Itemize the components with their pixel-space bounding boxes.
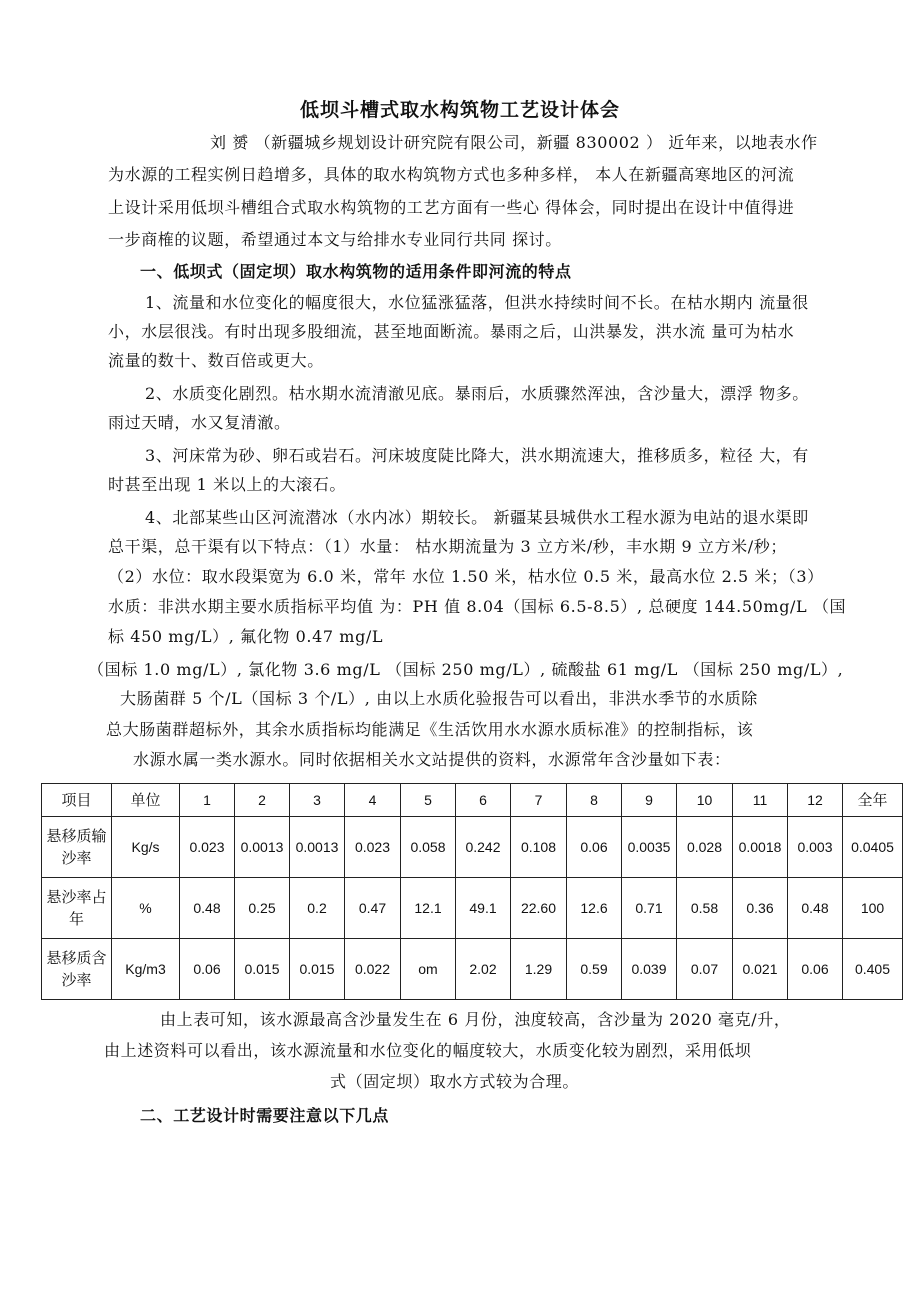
table-cell: 0.0405: [843, 817, 903, 878]
para2-line1: 1、流量和水位变化的幅度很大，水位猛涨猛落，但洪水持续时间不长。在枯水期内 流量很: [145, 293, 809, 312]
table-cell: 0.003: [788, 817, 843, 878]
table-cell: 0.36: [733, 878, 788, 939]
table-cell: 0.023: [345, 817, 401, 878]
table-cell: 0.058: [401, 817, 456, 878]
table-header-cell: 9: [622, 784, 677, 817]
table-cell: 0.242: [456, 817, 511, 878]
table-cell: 0.06: [567, 817, 622, 878]
table-cell: 0.58: [677, 878, 733, 939]
table-cell: 0.028: [677, 817, 733, 878]
table-cell: 0.015: [235, 939, 290, 1000]
table-cell: 0.0013: [235, 817, 290, 878]
table-header-cell: 项目: [42, 784, 112, 817]
table-cell: 2.02: [456, 939, 511, 1000]
table-cell: 0.07: [677, 939, 733, 1000]
table-header-cell: 4: [345, 784, 401, 817]
table-cell: om: [401, 939, 456, 1000]
para6-line3: 式（固定坝）取水方式较为合理。: [330, 1072, 580, 1091]
table-cell: 0.021: [733, 939, 788, 1000]
table-cell: 12.1: [401, 878, 456, 939]
table-row: [42, 878, 903, 939]
para5-line6: （国标 1.0 mg/L）, 氯化物 3.6 mg/L （国标 250 mg/L）, 硫酸盐 61 mg/L （国标 250 mg/L）,: [88, 660, 844, 679]
para5-line5: 标 450 mg/L）, 氟化物 0.47 mg/L: [108, 627, 384, 646]
para3-line1: 2、水质变化剧烈。枯水期水流清澈见底。暴雨后，水质骤然浑浊，含沙量大，漂浮 物多。: [145, 384, 809, 403]
table-cell: 悬沙率占年: [42, 878, 112, 939]
para1-line2: 为水源的工程实例日趋增多，具体的取水构筑物方式也多种多样， 本人在新疆高寒地区的河流: [108, 165, 795, 184]
sediment-table: [41, 783, 903, 1000]
table-cell: 0.71: [622, 878, 677, 939]
para1-line4: 一步商榷的议题，希望通过本文与给排水专业同行共同 探讨。: [108, 230, 562, 249]
table-header-cell: 全年: [843, 784, 903, 817]
table-cell: 0.0035: [622, 817, 677, 878]
table-cell: 0.108: [511, 817, 567, 878]
table-header-cell: 1: [180, 784, 235, 817]
table-cell: 0.06: [180, 939, 235, 1000]
table-row: [42, 817, 903, 878]
table-header-cell: 12: [788, 784, 843, 817]
table-header-cell: 10: [677, 784, 733, 817]
table-cell: 0.039: [622, 939, 677, 1000]
table-cell: 0.022: [345, 939, 401, 1000]
para4-line1: 3、河床常为砂、卵石或岩石。河床坡度陡比降大，洪水期流速大，推移质多，粒径 大，有: [145, 446, 809, 465]
para6-line2: 由上述资料可以看出，该水源流量和水位变化的幅度较大，水质变化较为剧烈，采用低坝: [104, 1041, 752, 1060]
table-cell: %: [112, 878, 180, 939]
para6-line1: 由上表可知，该水源最高含沙量发生在 6 月份，浊度较高，含沙量为 2020 毫克/升，: [160, 1010, 791, 1029]
table-cell: 0.405: [843, 939, 903, 1000]
para5-line8: 总大肠菌群超标外，其余水质指标均能满足《生活饮用水水源水质标准》的控制指标，该: [106, 720, 754, 739]
table-header-cell: 11: [733, 784, 788, 817]
section-heading-1: 一、低坝式（固定坝）取水构筑物的适用条件即河流的特点: [140, 262, 572, 281]
table-cell: 0.2: [290, 878, 345, 939]
table-header-cell: 2: [235, 784, 290, 817]
para1-line1: 刘 赟 （新疆城乡规划设计研究院有限公司，新疆 830002 ） 近年来，以地表水作: [210, 133, 818, 152]
table-cell: 12.6: [567, 878, 622, 939]
para2-line3: 流量的数十、数百倍或更大。: [108, 351, 324, 370]
table-cell: 0.0013: [290, 817, 345, 878]
table-cell: 0.59: [567, 939, 622, 1000]
table-header-cell: 6: [456, 784, 511, 817]
table-cell: Kg/m3: [112, 939, 180, 1000]
para5-line2: 总干渠，总干渠有以下特点：（1）水量： 枯水期流量为 3 立方米/秒，丰水期 9 立方米/秒；: [108, 537, 787, 556]
table-cell: 0.25: [235, 878, 290, 939]
table-cell: 0.48: [180, 878, 235, 939]
table-header-cell: 8: [567, 784, 622, 817]
table-cell: 0.48: [788, 878, 843, 939]
para4-line2: 时甚至出现 1 米以上的大滚石。: [108, 475, 346, 494]
table-header-row: [42, 784, 903, 817]
table-cell: 49.1: [456, 878, 511, 939]
para5-line1: 4、北部某些山区河流潜冰（水内冰）期较长。 新疆某县城供水工程水源为电站的退水渠即: [145, 508, 809, 527]
table-row: [42, 939, 903, 1000]
table-cell: Kg/s: [112, 817, 180, 878]
document-title: 低坝斗槽式取水构筑物工艺设计体会: [299, 99, 620, 121]
table-cell: 0.015: [290, 939, 345, 1000]
table-cell: 0.023: [180, 817, 235, 878]
table-header-cell: 5: [401, 784, 456, 817]
table-cell: 0.0018: [733, 817, 788, 878]
table-cell: 0.06: [788, 939, 843, 1000]
para5-line7: 大肠菌群 5 个/L（国标 3 个/L）, 由以上水质化验报告可以看出，非洪水季节的水质除: [120, 689, 758, 708]
para5-line9: 水源水属一类水源水。同时依据相关水文站提供的资料，水源常年含沙量如下表：: [133, 750, 731, 769]
table-header-cell: 7: [511, 784, 567, 817]
table-header-cell: 3: [290, 784, 345, 817]
table-cell: 0.47: [345, 878, 401, 939]
table-cell: 悬移质含沙率: [42, 939, 112, 1000]
para3-line2: 雨过天晴，水又复清澈。: [108, 413, 291, 432]
table-cell: 悬移质输沙率: [42, 817, 112, 878]
table-cell: 22.60: [511, 878, 567, 939]
table-cell: 100: [843, 878, 903, 939]
section-heading-2: 二、工艺设计时需要注意以下几点: [140, 1106, 390, 1125]
para5-line4: 水质：非洪水期主要水质指标平均值 为：PH 值 8.04（国标 6.5-8.5）, 总硬度 144.50mg/L （国: [108, 597, 847, 616]
table-header-cell: 单位: [112, 784, 180, 817]
table-cell: 1.29: [511, 939, 567, 1000]
para2-line2: 小，水层很浅。有时出现多股细流，甚至地面断流。暴雨之后，山洪暴发，洪水流 量可为枯水: [108, 322, 795, 341]
para1-line3: 上设计采用低坝斗槽组合式取水构筑物的工艺方面有一些心 得体会，同时提出在设计中值得进: [108, 198, 795, 217]
para5-line3: （2）水位：取水段渠宽为 6.0 米，常年 水位 1.50 米，枯水位 0.5 米，最高水位 2.5 米；（3）: [108, 567, 824, 586]
